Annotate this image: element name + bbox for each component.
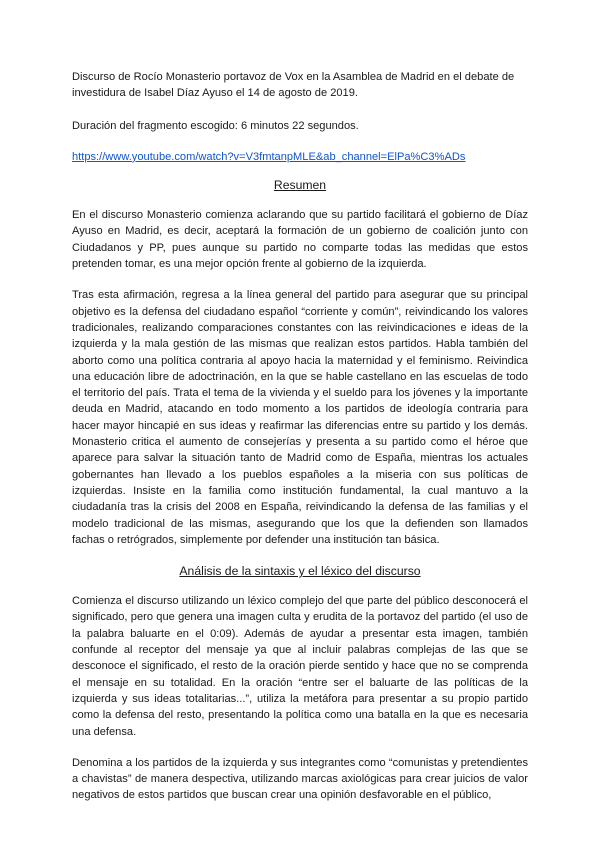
intro-text: Discurso de Rocío Monasterio portavoz de Vox en la Asamblea de Madrid en el debate de investidura de Isabel Díaz Ayuso el 14 de agosto de 2019. (72, 71, 515, 100)
section-heading-analisis: Análisis de la sintaxis y el léxico del discurso (179, 564, 421, 579)
video-link[interactable]: https://www.youtube.com/watch?v=V3fmtanpMLE&ab_channel=ElPa%C3%ADs (72, 150, 466, 163)
paragraph: Comienza el discurso utilizando un léxico complejo del que parte del público desconocerá el significado, pero que genera una imagen culta y erudita de la portavoz del partido (el uso de la palabra baluarte en el 0:09). Además de ayudar a presentar esta imagen, también confunde al receptor del mensaje ya que al incluir palabras complejas de las que se desconoce el significado, el resto de la oración pierde sentido y hace que no se comprenda el mensaje en su totalidad. En la oración “entre ser el baluarte de las políticas de la izquierda y sus ideas totalitarias...”, utiliza la metáfora para presentar a su propio partido como la defensa del resto, presentando la política como una batalla en la que es necesaria una defensa. (72, 595, 528, 738)
section-heading-resumen: Resumen (273, 178, 327, 193)
duration-text: Duración del fragmento escogido: 6 minutos 22 segundos. (72, 119, 359, 132)
paragraph: Tras esta afirmación, regresa a la línea general del partido para asegurar que su principal objetivo es la defensa del ciudadano español “corriente y común”, reivindicando los valores tradicionales, realizando comparaciones constantes con las reivindicaciones e ideas de la izquierda y la mala gestión de las mismas que realizan estos partidos. Habla también del aborto como una política contraria al apoyo hacia la maternidad y el feminismo. Reivindica una educación libre de adoctrinación, en la que se hable castellano en las escuelas de todo el territorio del país. Trata el tema de la vivienda y el sueldo para los jóvenes y la importante deuda en Madrid, atacando en todo momento a los partidos de ideología contraria para hacer mayor hincapié en sus ideas y reafirmar las diferencias entre su partido y los demás. Monasterio critica el aumento de consejerías y presenta a su partido como el héroe que aparece para salvar la situación tanto de Madrid como de España, mientras los actuales gobernantes han llevado a los pueblos españoles a la miseria con sus políticas de izquierdas. Insiste en la familia como institución fundamental, la cual mantuvo a la ciudadanía tras la crisis del 2008 en España, reivindicando la defensa de las familias y el modelo tradicional de las mismas, asegurando que los que la defienden son llamados fachas o retrógrados, simplemente por defender una institución tan básica. (72, 289, 528, 546)
paragraph: En el discurso Monasterio comienza aclarando que su partido facilitará el gobierno de Díaz Ayuso en Madrid, es decir, aceptará la formación de un gobierno de coalición junto con Ciudadanos y PP, pues aunque su partido no comparte todas las medidas que estos pretenden tomar, es una mejor opción frente al gobierno de la izquierda. (72, 209, 528, 271)
paragraph: Denomina a los partidos de la izquierda y sus integrantes como “comunistas y pretendientes a chavistas” de manera despectiva, utilizando marcas axiológicas para crear juicios de valor negativos de estos partidos que buscan crear una opinión desfavorable en el público, (72, 756, 528, 802)
